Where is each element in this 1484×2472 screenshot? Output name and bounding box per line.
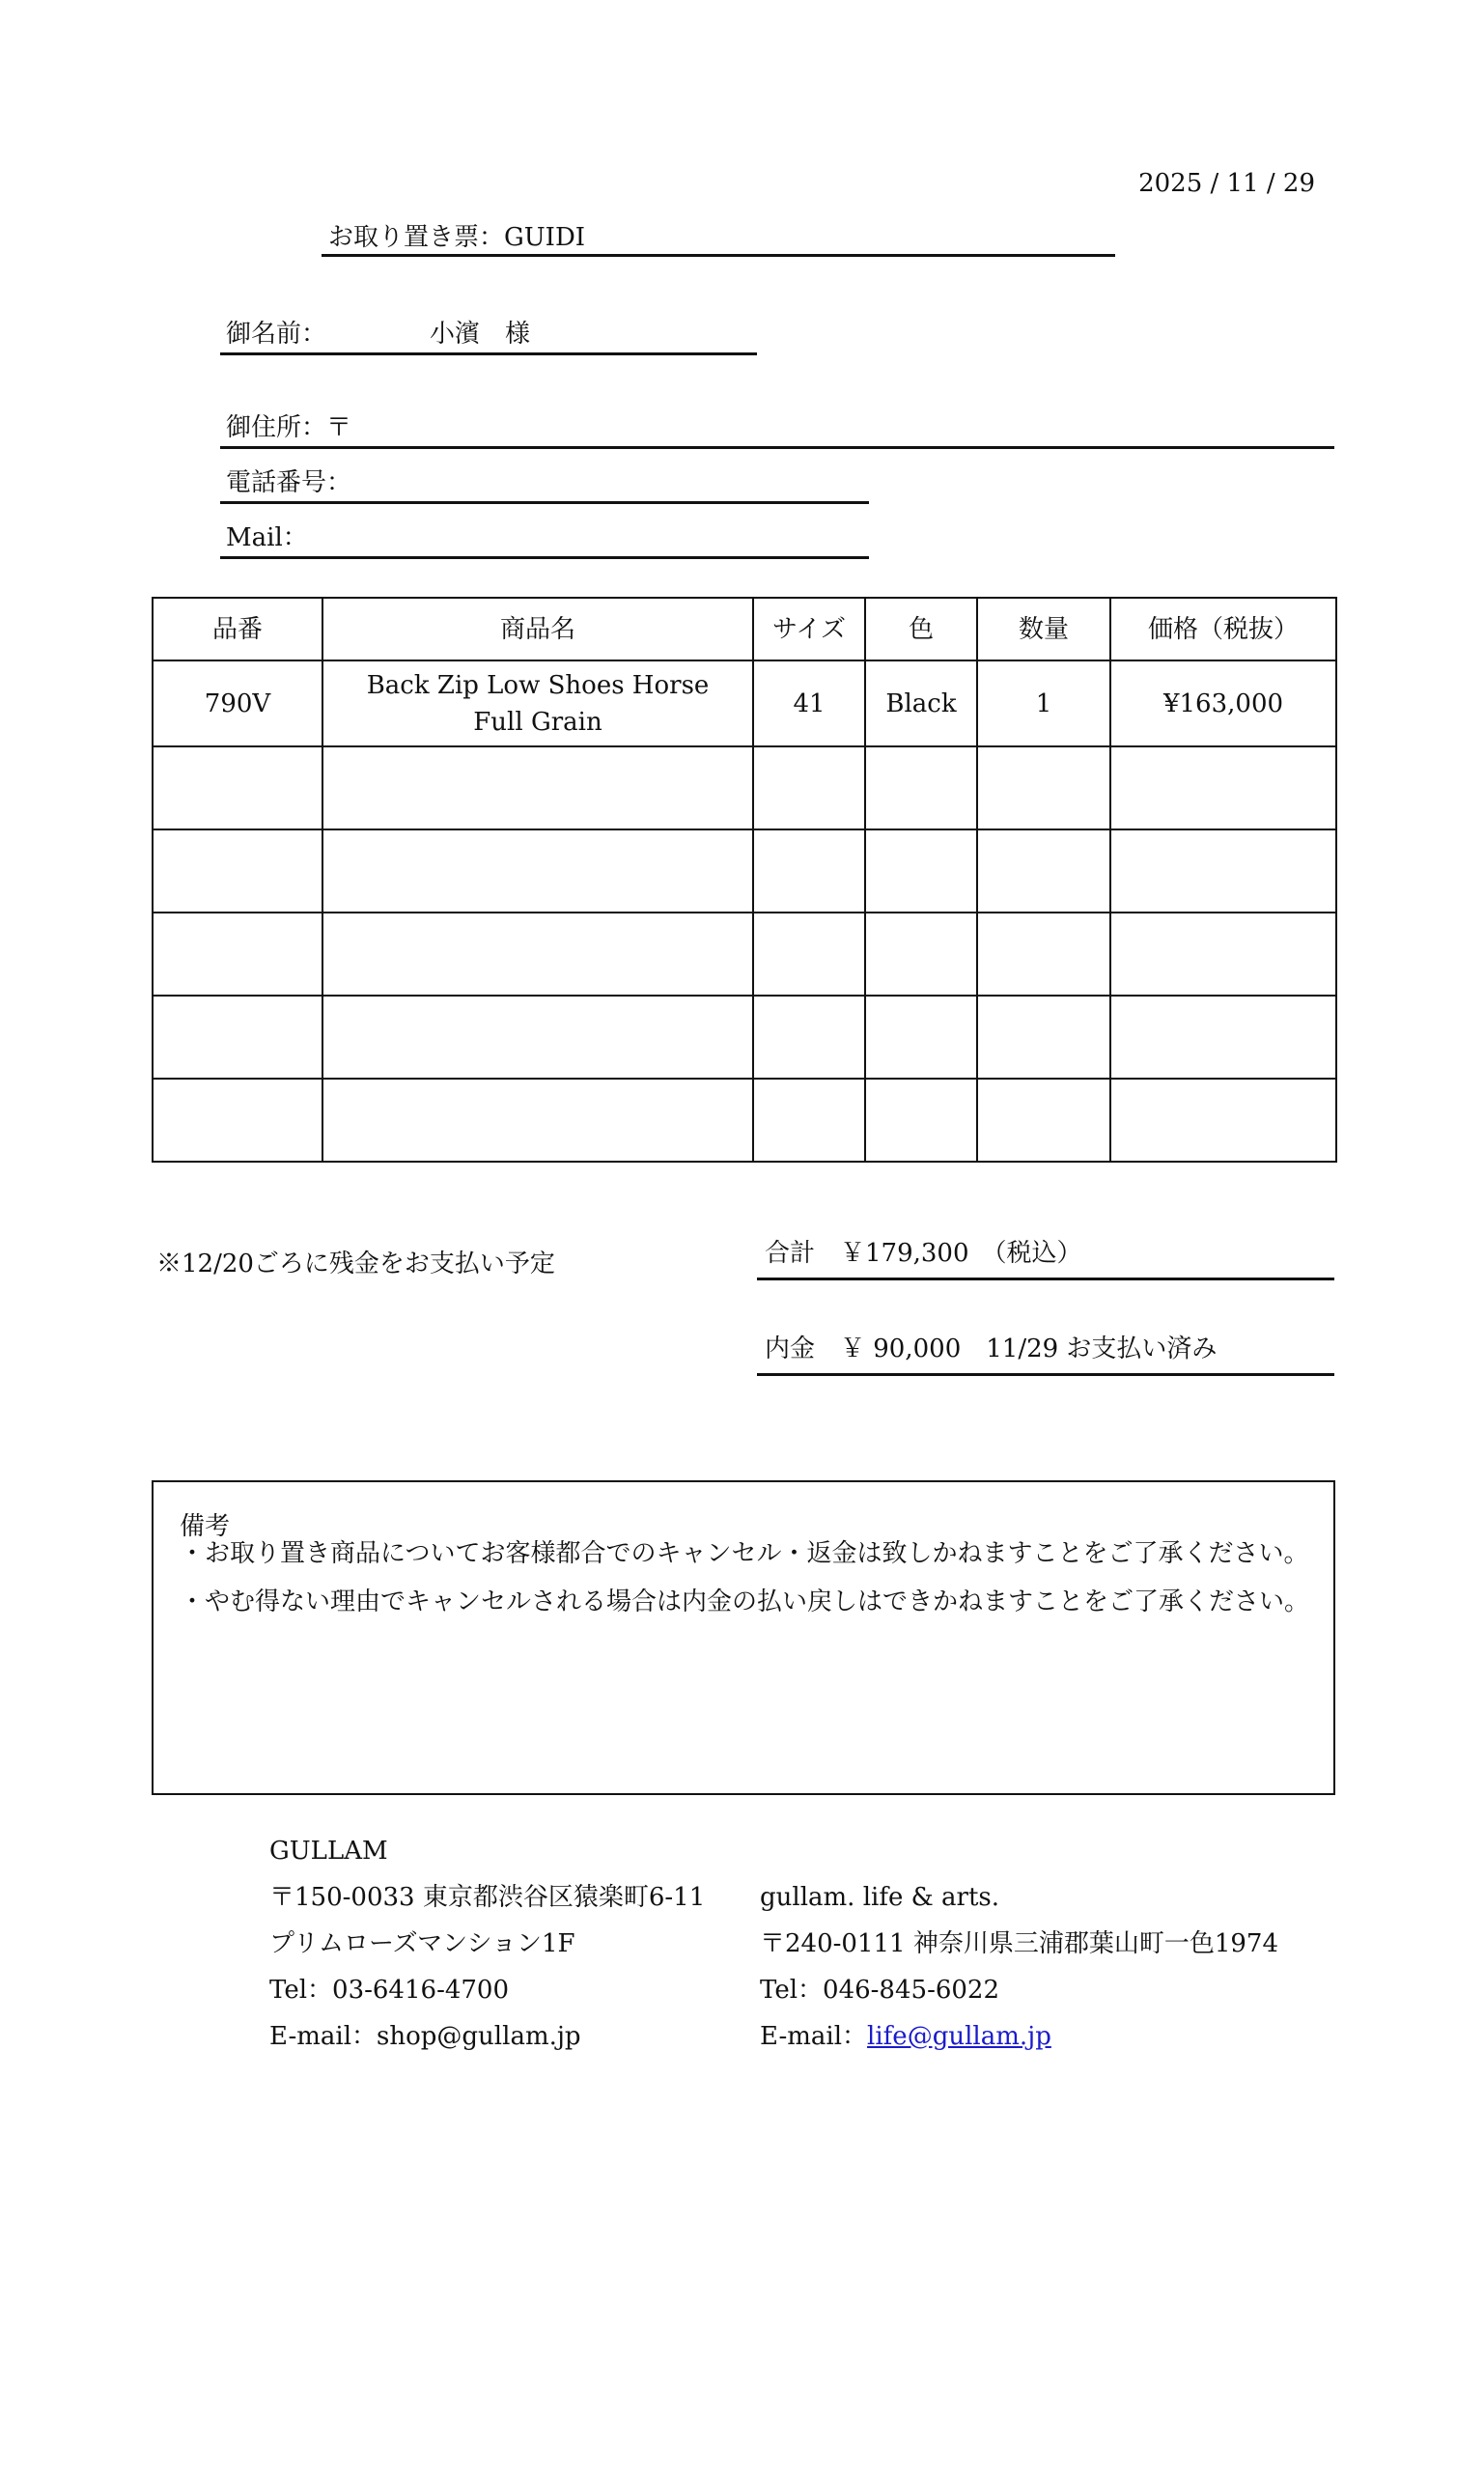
cell-price-empty[interactable] <box>1110 746 1336 829</box>
remarks-line-2: ・やむ得ない理由でキャンセルされる場合は内金の払い戻しはできかねますことをご了承ください。 <box>180 1587 1310 1616</box>
name-underline <box>220 352 757 355</box>
header-name: 商品名 <box>322 598 753 660</box>
total-underline <box>757 1278 1334 1280</box>
cell-color: Black <box>865 660 977 746</box>
address-underline <box>220 446 1334 449</box>
cell-color-empty[interactable] <box>865 746 977 829</box>
cell-code: 790V <box>153 660 322 746</box>
cell-size: 41 <box>753 660 865 746</box>
address-label: 御住所：〒 <box>226 413 352 442</box>
cell-price-empty[interactable] <box>1110 996 1336 1079</box>
footer-right-name: gullam. life & arts. <box>760 1883 1000 1912</box>
name-label: 御名前： <box>226 320 327 349</box>
cell-size-empty[interactable] <box>753 996 865 1079</box>
header-color: 色 <box>865 598 977 660</box>
cell-size-empty[interactable] <box>753 746 865 829</box>
cell-code-empty[interactable] <box>153 996 322 1079</box>
deposit-amount: 内金 ￥ 90,000 11/29 お支払い済み <box>765 1334 1218 1363</box>
phone-underline <box>220 501 869 504</box>
header-qty: 数量 <box>977 598 1110 660</box>
table-row-empty <box>153 1079 1336 1162</box>
cell-size-empty[interactable] <box>753 1079 865 1162</box>
table-row <box>153 660 1336 746</box>
table-row-empty <box>153 913 1336 996</box>
footer-left-name: GULLAM <box>269 1837 388 1866</box>
cell-name-empty[interactable] <box>322 746 753 829</box>
cell-price: ¥163,000 <box>1110 660 1336 746</box>
cell-color-empty[interactable] <box>865 996 977 1079</box>
remarks-box <box>152 1480 1335 1795</box>
cell-name-empty[interactable] <box>322 1079 753 1162</box>
table-header-row <box>153 598 1336 660</box>
cell-price-empty[interactable] <box>1110 829 1336 913</box>
remarks-line-1: ・お取り置き商品についてお客様都合でのキャンセル・返金は致しかねますことをご了承ください。 <box>180 1539 1309 1568</box>
remarks-title: 備考 <box>180 1512 231 1541</box>
cell-qty-empty[interactable] <box>977 829 1110 913</box>
mail-label: Mail： <box>226 523 308 552</box>
table-row-empty <box>153 746 1336 829</box>
total-amount: 合計 ￥179,300 （税込） <box>765 1239 1082 1268</box>
document-title: お取り置き票：GUIDI <box>328 223 586 252</box>
title-underline <box>322 254 1115 257</box>
cell-name: Back Zip Low Shoes Horse Full Grain <box>322 660 753 746</box>
footer-right-email-link[interactable]: life@gullam.jp <box>867 2022 1051 2051</box>
cell-color-empty[interactable] <box>865 913 977 996</box>
cell-name-empty[interactable] <box>322 913 753 996</box>
cell-color-empty[interactable] <box>865 829 977 913</box>
cell-name-empty[interactable] <box>322 829 753 913</box>
items-table <box>152 597 1337 1163</box>
name-value[interactable]: 小濱 様 <box>430 320 531 349</box>
header-price: 価格（税抜） <box>1110 598 1336 660</box>
footer-right-email <box>760 2021 1051 2052</box>
footer-right-email-label: E-mail： <box>760 2022 868 2051</box>
footer-left-email: E-mail：shop@gullam.jp <box>269 2022 581 2051</box>
cell-code-empty[interactable] <box>153 829 322 913</box>
cell-qty-empty[interactable] <box>977 1079 1110 1162</box>
mail-underline <box>220 556 869 559</box>
table-row-empty <box>153 996 1336 1079</box>
header-size: サイズ <box>753 598 865 660</box>
footer-right-address1: 〒240-0111 神奈川県三浦郡葉山町一色1974 <box>760 1929 1279 1958</box>
cell-price-empty[interactable] <box>1110 1079 1336 1162</box>
cell-qty-empty[interactable] <box>977 996 1110 1079</box>
phone-label: 電話番号： <box>226 468 352 497</box>
cell-code-empty[interactable] <box>153 913 322 996</box>
cell-qty-empty[interactable] <box>977 913 1110 996</box>
footer-left-address1: 〒150-0033 東京都渋谷区猿楽町6-11 <box>269 1883 706 1912</box>
document-date: 2025 / 11 / 29 <box>1138 169 1315 198</box>
cell-size-empty[interactable] <box>753 829 865 913</box>
cell-qty: 1 <box>977 660 1110 746</box>
payment-note: ※12/20ごろに残金をお支払い予定 <box>156 1250 555 1278</box>
footer-left-tel: Tel：03-6416-4700 <box>269 1976 510 2005</box>
cell-qty-empty[interactable] <box>977 746 1110 829</box>
header-code: 品番 <box>153 598 322 660</box>
deposit-underline <box>757 1373 1334 1376</box>
footer-left-address2: プリムローズマンション1F <box>269 1929 575 1958</box>
cell-name-empty[interactable] <box>322 996 753 1079</box>
footer-right-tel: Tel：046-845-6022 <box>760 1976 1000 2005</box>
cell-size-empty[interactable] <box>753 913 865 996</box>
cell-color-empty[interactable] <box>865 1079 977 1162</box>
cell-code-empty[interactable] <box>153 746 322 829</box>
cell-code-empty[interactable] <box>153 1079 322 1162</box>
cell-price-empty[interactable] <box>1110 913 1336 996</box>
table-row-empty <box>153 829 1336 913</box>
